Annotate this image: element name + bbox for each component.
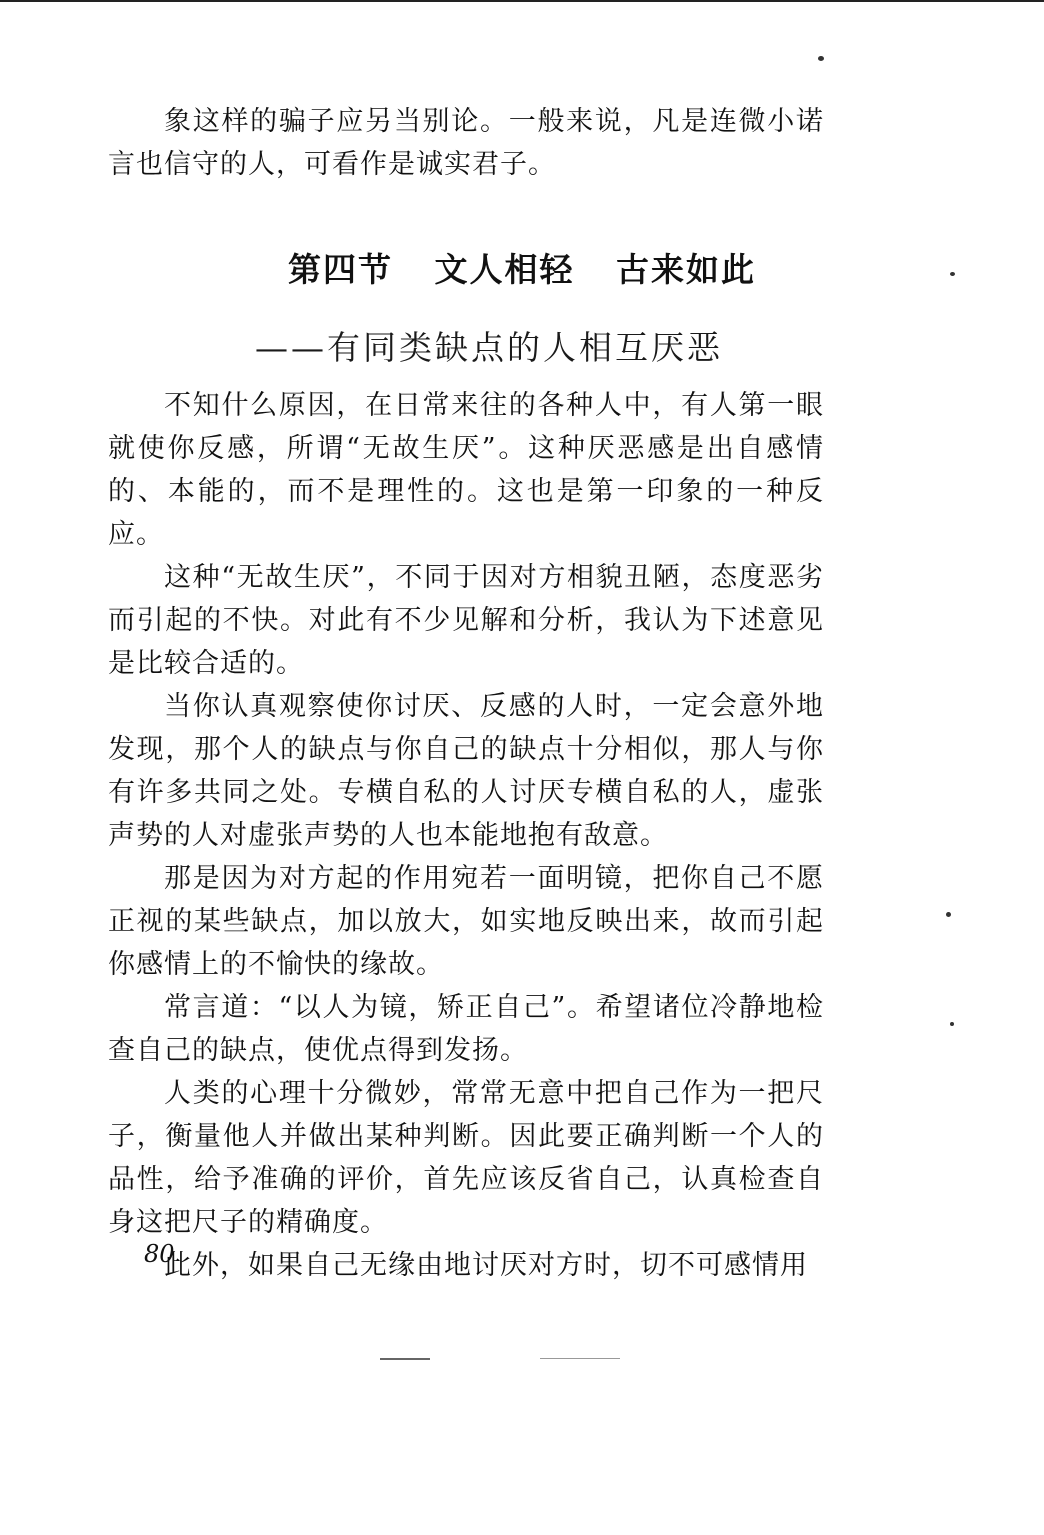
paragraph-4: 那是因为对方起的作用宛若一面明镜，把你自己不愿正视的某些缺点，加以放大，如实地反映出来，故而引起你感情上的不愉快的缘故。 — [108, 863, 824, 980]
paragraph-6: 人类的心理十分微妙，常常无意中把自己作为一把尺子，衡量他人并做出某种判断。因此要正确判断一个人的品性，给予准确的评价，首先应该反省自己，认真检查自身这把尺子的精确度。 — [108, 1078, 824, 1238]
paragraph-7: 此外，如果自己无缘由地讨厌对方时，切不可感情用 — [164, 1250, 808, 1281]
paragraph-5: 常言道：“以人为镜，矫正自己”。希望诸位冷静地检查自己的缺点，使优点得到发扬。 — [108, 992, 824, 1066]
scan-smudge — [380, 1358, 430, 1360]
page-number: 80 — [144, 1240, 175, 1268]
continued-text-block — [108, 100, 824, 186]
section-number: 第四节 — [288, 250, 393, 289]
scan-smudge — [540, 1358, 620, 1359]
scan-speck — [950, 1022, 954, 1026]
scan-speck — [818, 56, 824, 61]
section-heading — [0, 244, 1044, 291]
body-text — [108, 384, 824, 1287]
paragraph-3: 当你认真观察使你讨厌、反感的人时，一定会意外地发现，那个人的缺点与你自己的缺点十分相似，那人与你有许多共同之处。专横自私的人讨厌专横自私的人，虚张声势的人对虚张声势的人也本能地抱有敌意。 — [108, 691, 824, 851]
paragraph-2: 这种“无故生厌”，不同于因对方相貌丑陋，态度恶劣而引起的不快。对此有不少见解和分析，我认为下述意见是比较合适的。 — [108, 562, 824, 679]
scan-speck — [946, 912, 951, 917]
section-title-part2: 古来如此 — [616, 250, 756, 289]
paragraph-1: 不知什么原因，在日常来往的各种人中，有人第一眼就使你反感，所谓“无故生厌”。这种厌恶感是出自感情的、本能的，而不是理性的。这也是第一印象的一种反应。 — [108, 390, 824, 550]
top-border-line — [0, 0, 1044, 2]
continued-paragraph: 象这样的骗子应另当别论。一般来说，凡是连微小诺言也信守的人，可看作是诚实君子。 — [108, 106, 824, 180]
scan-speck — [950, 272, 955, 276]
section-subtitle: ——有同类缺点的人相互厌恶 — [255, 328, 723, 367]
section-title-part1: 文人相轻 — [434, 250, 575, 289]
